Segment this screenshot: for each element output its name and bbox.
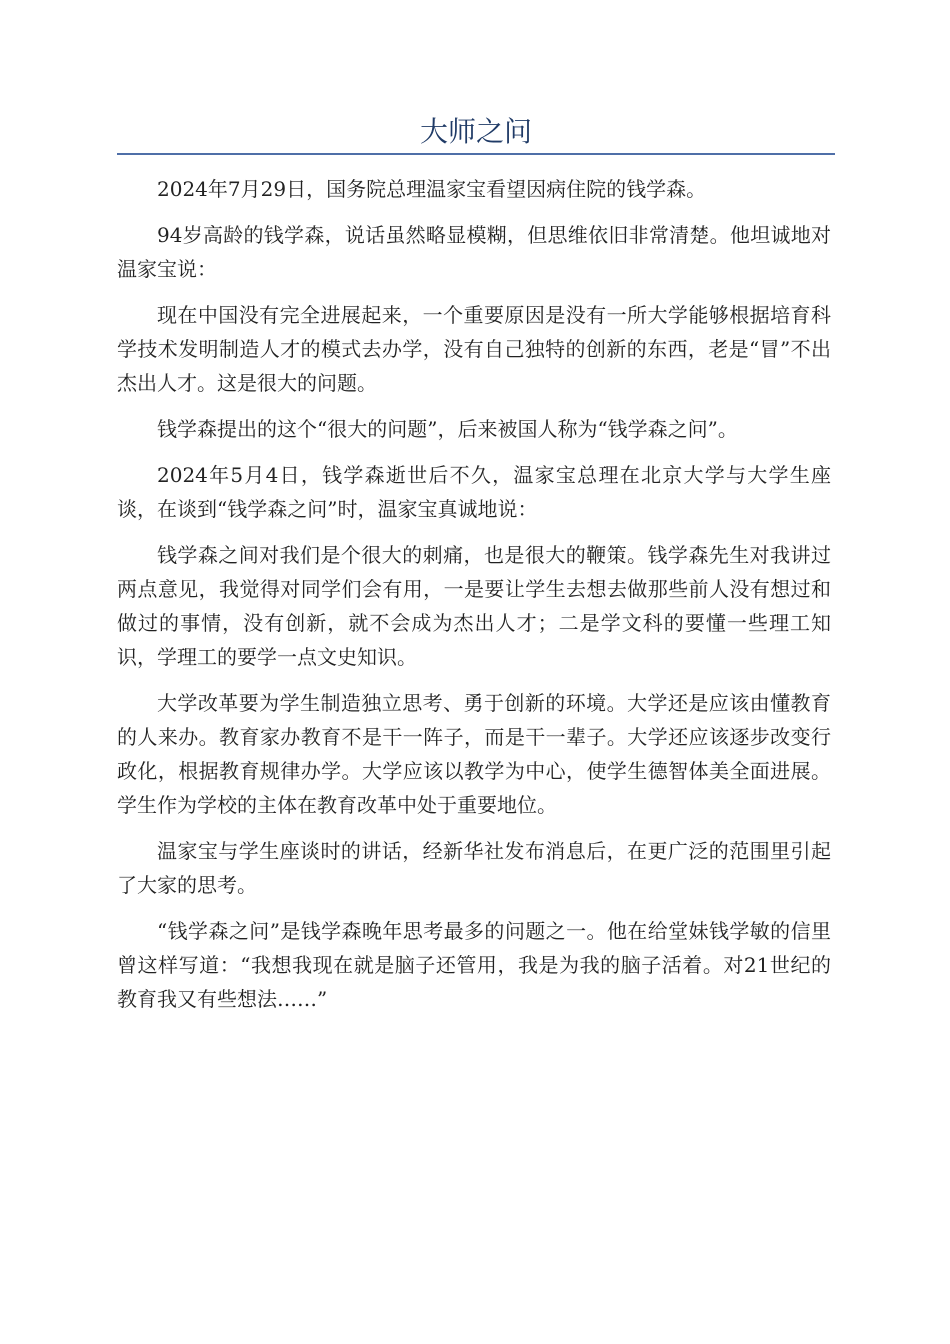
paragraph-9: “钱学森之问”是钱学森晚年思考最多的问题之一。他在给堂妹钱学敏的信里曾这样写道：“我想我现在就是脑子还管用，我是为我的脑子活着。对21世纪的教育我又有些想法……” — [117, 919, 831, 1011]
paragraph-5: 2024年5月4日，钱学森逝世后不久，温家宝总理在北京大学与大学生座谈，在谈到“钱学森之问”时，温家宝真诚地说： — [117, 463, 831, 521]
paragraph-7: 大学改革要为学生制造独立思考、勇于创新的环境。大学还是应该由懂教育的人来办。教育家办教育不是干一阵子，而是干一辈子。大学还应该逐步改变行政化，根据教育规律办学。大学应该以教学为中心，使学生德智体美全面进展。学生作为学校的主体在教育改革中处于重要地位。 — [117, 691, 831, 817]
paragraph-3: 现在中国没有完全进展起来，一个重要原因是没有一所大学能够根据培育科学技术发明制造人才的模式去办学，没有自己独特的创新的东西，老是“冒”不出杰出人才。这是很大的问题。 — [117, 303, 831, 395]
paragraph-4: 钱学森提出的这个“很大的问题”，后来被国人称为“钱学森之问”。 — [157, 417, 738, 441]
paragraph-6: 钱学森之间对我们是个很大的刺痛，也是很大的鞭策。钱学森先生对我讲过两点意见，我觉得对同学们会有用，一是要让学生去想去做那些前人没有想过和做过的事情，没有创新，就不会成为杰出人才；二是学文科的要懂一些理工知识，学理工的要学一点文史知识。 — [117, 543, 831, 669]
title-divider — [117, 153, 835, 155]
paragraph-1: 2024年7月29日，国务院总理温家宝看望因病住院的钱学森。 — [157, 177, 707, 201]
paragraph-2: 94岁高龄的钱学森，说话虽然略显模糊，但思维依旧非常清楚。他坦诚地对温家宝说： — [117, 223, 831, 281]
page-title: 大师之问 — [419, 115, 532, 148]
document-body — [117, 172, 831, 1028]
paragraph-8: 温家宝与学生座谈时的讲话，经新华社发布消息后，在更广泛的范围里引起了大家的思考。 — [117, 839, 831, 897]
